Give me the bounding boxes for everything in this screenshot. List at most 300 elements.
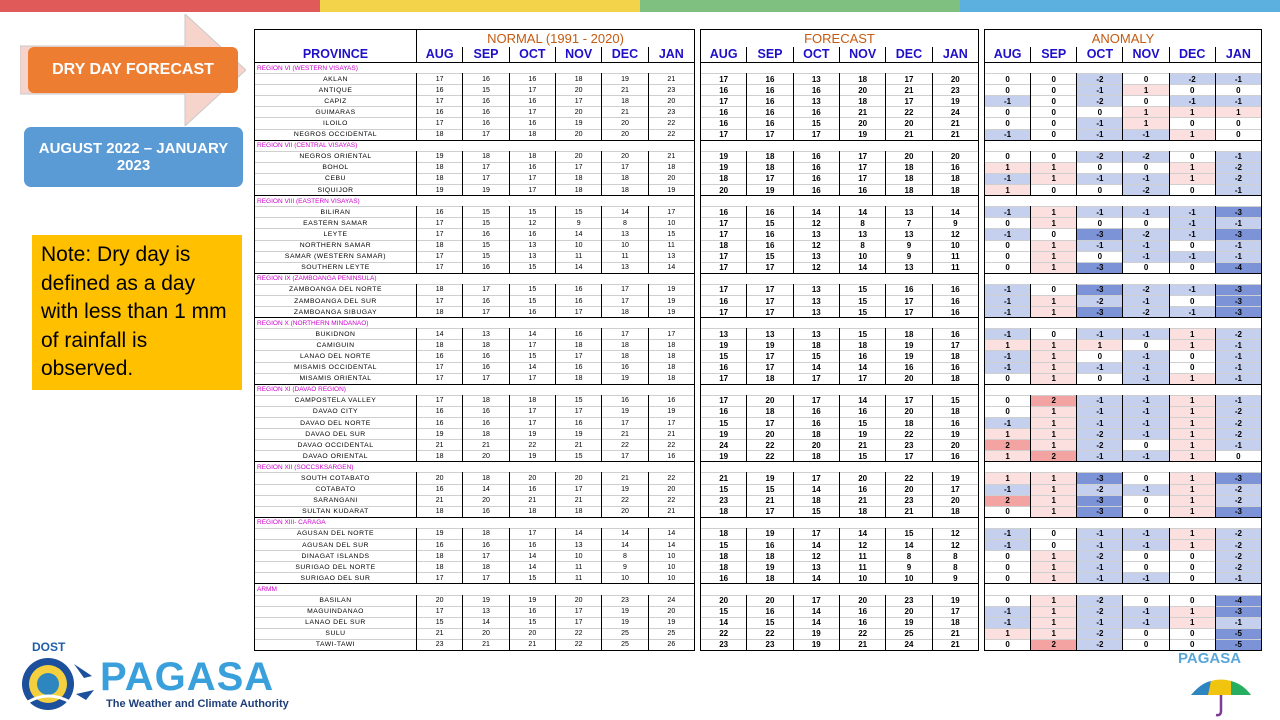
- region-spacer: [701, 273, 979, 284]
- table-row: [701, 373, 979, 384]
- value-cell: 0: [1077, 351, 1123, 362]
- value-cell: 16: [509, 74, 555, 85]
- value-cell: 25: [602, 628, 648, 639]
- region-row: [701, 318, 979, 329]
- value-cell: -2: [1077, 551, 1123, 562]
- province-cell: CAMIGUIN: [255, 340, 417, 351]
- value-cell: 17: [463, 284, 509, 295]
- value-cell: 17: [417, 362, 463, 373]
- value-cell: -1: [1123, 240, 1169, 251]
- value-cell: -1: [1215, 440, 1261, 451]
- month-header: SEP: [1031, 47, 1077, 63]
- table-row: [985, 151, 1262, 162]
- value-cell: 16: [463, 262, 509, 273]
- value-cell: 0: [1077, 251, 1123, 262]
- value-cell: 21: [463, 639, 509, 650]
- province-header: PROVINCE: [255, 47, 417, 63]
- region-spacer: [985, 318, 1262, 329]
- value-cell: 22: [701, 628, 747, 639]
- value-cell: 21: [602, 473, 648, 484]
- region-label: REGION X (NORTHERN MINDANAO): [255, 318, 695, 329]
- table-row: [701, 96, 979, 107]
- table-row: [985, 484, 1262, 495]
- value-cell: 1: [1031, 628, 1077, 639]
- value-cell: -1: [985, 284, 1031, 295]
- value-cell: 26: [648, 639, 694, 650]
- value-cell: 18: [793, 429, 839, 440]
- value-cell: 9: [932, 573, 978, 584]
- value-cell: 20: [602, 151, 648, 162]
- value-cell: 16: [747, 229, 793, 240]
- value-cell: 21: [839, 440, 885, 451]
- table-row: [255, 118, 695, 129]
- region-row: [985, 196, 1262, 207]
- value-cell: 1: [1169, 340, 1215, 351]
- anomaly-table: [984, 29, 1262, 651]
- value-cell: 22: [648, 495, 694, 506]
- table-row: [255, 551, 695, 562]
- value-cell: 14: [555, 528, 601, 539]
- value-cell: 21: [602, 85, 648, 96]
- value-cell: 1: [1123, 118, 1169, 129]
- table-row: [701, 495, 979, 506]
- value-cell: 0: [1031, 85, 1077, 96]
- region-label: REGION IX (ZAMBOANGA PENINSULA): [255, 273, 695, 284]
- value-cell: -2: [1077, 440, 1123, 451]
- value-cell: 16: [886, 362, 932, 373]
- table-row: [255, 218, 695, 229]
- province-cell: SURIGAO DEL NORTE: [255, 562, 417, 573]
- value-cell: 22: [648, 440, 694, 451]
- value-cell: 18: [932, 406, 978, 417]
- table-row: [701, 151, 979, 162]
- table-row: [985, 606, 1262, 617]
- value-cell: 20: [648, 606, 694, 617]
- value-cell: 14: [509, 562, 555, 573]
- value-cell: 18: [839, 96, 885, 107]
- province-cell: NEGROS ORIENTAL: [255, 151, 417, 162]
- value-cell: -2: [1077, 96, 1123, 107]
- value-cell: 17: [417, 118, 463, 129]
- table-row: [985, 628, 1262, 639]
- value-cell: 19: [648, 406, 694, 417]
- value-cell: 0: [985, 573, 1031, 584]
- value-cell: 17: [509, 85, 555, 96]
- value-cell: -1: [1169, 96, 1215, 107]
- value-cell: 1: [1031, 162, 1077, 173]
- section-header: ANOMALY: [985, 30, 1262, 47]
- value-cell: 13: [793, 284, 839, 295]
- value-cell: 13: [793, 74, 839, 85]
- value-cell: 1: [1169, 540, 1215, 551]
- table-row: [255, 473, 695, 484]
- value-cell: -1: [1123, 429, 1169, 440]
- value-cell: 0: [1031, 151, 1077, 162]
- value-cell: 19: [602, 373, 648, 384]
- value-cell: 18: [417, 307, 463, 318]
- month-header: JAN: [1215, 47, 1261, 63]
- value-cell: 16: [839, 484, 885, 495]
- value-cell: 22: [886, 473, 932, 484]
- value-cell: 12: [839, 540, 885, 551]
- region-row: [985, 318, 1262, 329]
- value-cell: 20: [555, 151, 601, 162]
- value-cell: 10: [648, 573, 694, 584]
- value-cell: 1: [1031, 484, 1077, 495]
- table-row: [701, 118, 979, 129]
- value-cell: 17: [417, 218, 463, 229]
- value-cell: 19: [747, 528, 793, 539]
- value-cell: -1: [1215, 362, 1261, 373]
- value-cell: -1: [1215, 373, 1261, 384]
- value-cell: 18: [648, 340, 694, 351]
- value-cell: 18: [793, 451, 839, 462]
- value-cell: 0: [1215, 451, 1261, 462]
- value-cell: 16: [839, 406, 885, 417]
- region-row: [701, 140, 979, 151]
- table-row: [255, 451, 695, 462]
- value-cell: 2: [1031, 451, 1077, 462]
- region-spacer: [701, 318, 979, 329]
- table-row: [701, 395, 979, 406]
- value-cell: -1: [1077, 562, 1123, 573]
- value-cell: -3: [1077, 506, 1123, 517]
- value-cell: 18: [602, 307, 648, 318]
- value-cell: 14: [602, 207, 648, 218]
- value-cell: 21: [509, 639, 555, 650]
- table-row: [701, 628, 979, 639]
- value-cell: 17: [793, 373, 839, 384]
- value-cell: 20: [793, 440, 839, 451]
- value-cell: 0: [1123, 562, 1169, 573]
- month-header: NOV: [839, 47, 885, 63]
- value-cell: 19: [648, 295, 694, 306]
- value-cell: 15: [793, 118, 839, 129]
- value-cell: 16: [648, 395, 694, 406]
- table-row: [255, 107, 695, 118]
- value-cell: 20: [886, 606, 932, 617]
- value-cell: 14: [509, 551, 555, 562]
- value-cell: 19: [701, 162, 747, 173]
- table-row: [985, 551, 1262, 562]
- value-cell: 14: [648, 528, 694, 539]
- value-cell: 17: [509, 418, 555, 429]
- value-cell: 0: [1169, 262, 1215, 273]
- value-cell: 16: [701, 362, 747, 373]
- table-row: [985, 362, 1262, 373]
- value-cell: 21: [747, 495, 793, 506]
- value-cell: -1: [1169, 284, 1215, 295]
- value-cell: -1: [1077, 207, 1123, 218]
- value-cell: 16: [509, 540, 555, 551]
- value-cell: -1: [1077, 418, 1123, 429]
- header-row: [985, 30, 1262, 47]
- value-cell: 22: [747, 440, 793, 451]
- value-cell: 17: [555, 307, 601, 318]
- value-cell: 16: [417, 351, 463, 362]
- value-cell: -2: [1077, 595, 1123, 606]
- value-cell: -2: [1215, 329, 1261, 340]
- value-cell: 16: [793, 418, 839, 429]
- value-cell: 17: [932, 340, 978, 351]
- region-spacer: [985, 273, 1262, 284]
- province-cell: CEBU: [255, 173, 417, 184]
- region-spacer: [985, 517, 1262, 528]
- table-row: [985, 639, 1262, 650]
- value-cell: 0: [1169, 639, 1215, 650]
- value-cell: 10: [602, 573, 648, 584]
- value-cell: -1: [1123, 295, 1169, 306]
- value-cell: 18: [701, 173, 747, 184]
- value-cell: -1: [1123, 329, 1169, 340]
- table-row: [701, 185, 979, 196]
- value-cell: 17: [747, 307, 793, 318]
- value-cell: 0: [1169, 362, 1215, 373]
- value-cell: 22: [839, 628, 885, 639]
- value-cell: 20: [886, 406, 932, 417]
- value-cell: 13: [463, 329, 509, 340]
- value-cell: 18: [417, 551, 463, 562]
- value-cell: 13: [793, 307, 839, 318]
- province-cell: SURIGAO DEL SUR: [255, 573, 417, 584]
- value-cell: 14: [793, 362, 839, 373]
- value-cell: 14: [839, 362, 885, 373]
- value-cell: 16: [509, 606, 555, 617]
- value-cell: 17: [509, 173, 555, 184]
- value-cell: 15: [839, 284, 885, 295]
- value-cell: 1: [1031, 251, 1077, 262]
- value-cell: 17: [839, 173, 885, 184]
- month-header: AUG: [701, 47, 747, 63]
- value-cell: 20: [648, 96, 694, 107]
- value-cell: 18: [463, 562, 509, 573]
- value-cell: 18: [417, 340, 463, 351]
- region-row: [985, 140, 1262, 151]
- value-cell: 1: [1169, 418, 1215, 429]
- province-cell: MAGUINDANAO: [255, 606, 417, 617]
- value-cell: -1: [1215, 351, 1261, 362]
- value-cell: 0: [1031, 284, 1077, 295]
- value-cell: 18: [932, 351, 978, 362]
- value-cell: 18: [602, 351, 648, 362]
- value-cell: 0: [1169, 118, 1215, 129]
- value-cell: 19: [509, 595, 555, 606]
- value-cell: 20: [886, 373, 932, 384]
- value-cell: 17: [701, 251, 747, 262]
- value-cell: 17: [509, 107, 555, 118]
- value-cell: 18: [701, 562, 747, 573]
- value-cell: 17: [463, 307, 509, 318]
- table-row: [985, 440, 1262, 451]
- value-cell: 20: [701, 185, 747, 196]
- value-cell: 0: [1077, 107, 1123, 118]
- value-cell: 20: [747, 395, 793, 406]
- value-cell: 17: [417, 373, 463, 384]
- value-cell: 11: [555, 562, 601, 573]
- value-cell: 21: [555, 495, 601, 506]
- table-row: [255, 229, 695, 240]
- value-cell: -2: [1215, 162, 1261, 173]
- region-row: [255, 462, 695, 473]
- value-cell: 1: [1169, 506, 1215, 517]
- value-cell: -3: [1215, 295, 1261, 306]
- value-cell: 0: [1077, 185, 1123, 196]
- value-cell: 18: [701, 551, 747, 562]
- value-cell: -1: [1077, 129, 1123, 140]
- value-cell: 1: [1169, 373, 1215, 384]
- table-row: [255, 185, 695, 196]
- dost-label: DOST: [32, 640, 66, 654]
- value-cell: 1: [1031, 218, 1077, 229]
- region-spacer: [701, 584, 979, 595]
- value-cell: 19: [932, 429, 978, 440]
- value-cell: 18: [701, 528, 747, 539]
- value-cell: 0: [1031, 229, 1077, 240]
- value-cell: 13: [701, 329, 747, 340]
- value-cell: 20: [417, 595, 463, 606]
- table-row: [255, 617, 695, 628]
- value-cell: 18: [509, 506, 555, 517]
- value-cell: 14: [463, 617, 509, 628]
- value-cell: 0: [985, 251, 1031, 262]
- region-row: [701, 63, 979, 74]
- value-cell: 14: [793, 573, 839, 584]
- table-row: [255, 74, 695, 85]
- value-cell: 16: [463, 295, 509, 306]
- header-row: [701, 30, 979, 47]
- value-cell: 19: [602, 406, 648, 417]
- value-cell: 0: [985, 406, 1031, 417]
- table-row: [985, 451, 1262, 462]
- value-cell: 11: [932, 251, 978, 262]
- value-cell: 1: [1031, 307, 1077, 318]
- value-cell: 22: [602, 440, 648, 451]
- value-cell: 17: [417, 96, 463, 107]
- value-cell: -1: [1123, 484, 1169, 495]
- umbrella-icon: [1188, 675, 1254, 717]
- month-header: AUG: [417, 47, 463, 63]
- value-cell: 0: [1123, 495, 1169, 506]
- value-cell: -3: [1077, 262, 1123, 273]
- region-row: [985, 273, 1262, 284]
- value-cell: 10: [932, 240, 978, 251]
- value-cell: 18: [747, 406, 793, 417]
- value-cell: 22: [648, 118, 694, 129]
- value-cell: -1: [1077, 173, 1123, 184]
- region-row: [255, 318, 695, 329]
- region-spacer: [701, 462, 979, 473]
- value-cell: 17: [793, 129, 839, 140]
- value-cell: 16: [793, 173, 839, 184]
- value-cell: 17: [747, 129, 793, 140]
- value-cell: -1: [1123, 362, 1169, 373]
- value-cell: -1: [1077, 85, 1123, 96]
- table-row: [985, 307, 1262, 318]
- value-cell: 21: [886, 85, 932, 96]
- value-cell: 1: [1169, 528, 1215, 539]
- value-cell: 16: [463, 96, 509, 107]
- value-cell: 19: [932, 595, 978, 606]
- value-cell: 19: [602, 617, 648, 628]
- value-cell: -1: [1123, 129, 1169, 140]
- value-cell: 23: [648, 107, 694, 118]
- value-cell: 17: [555, 351, 601, 362]
- value-cell: 17: [886, 74, 932, 85]
- value-cell: 18: [417, 162, 463, 173]
- value-cell: 1: [1123, 85, 1169, 96]
- value-cell: 18: [932, 173, 978, 184]
- table-row: [985, 340, 1262, 351]
- value-cell: 21: [648, 74, 694, 85]
- value-cell: 18: [417, 284, 463, 295]
- value-cell: 19: [701, 340, 747, 351]
- value-cell: 18: [509, 129, 555, 140]
- value-cell: 15: [509, 295, 555, 306]
- value-cell: 1: [1169, 617, 1215, 628]
- value-cell: 17: [463, 129, 509, 140]
- value-cell: 19: [602, 74, 648, 85]
- table-row: [985, 617, 1262, 628]
- value-cell: 12: [932, 229, 978, 240]
- value-cell: 16: [648, 451, 694, 462]
- header-row: [255, 30, 695, 47]
- value-cell: -3: [1215, 307, 1261, 318]
- province-cell: DAVAO ORIENTAL: [255, 451, 417, 462]
- value-cell: 15: [701, 606, 747, 617]
- value-cell: -1: [1077, 617, 1123, 628]
- value-cell: 11: [839, 562, 885, 573]
- table-row: [255, 251, 695, 262]
- value-cell: 18: [555, 74, 601, 85]
- value-cell: 18: [602, 340, 648, 351]
- value-cell: 22: [602, 495, 648, 506]
- value-cell: -2: [1077, 484, 1123, 495]
- value-cell: -1: [985, 307, 1031, 318]
- month-header: DEC: [602, 47, 648, 63]
- value-cell: 15: [747, 617, 793, 628]
- value-cell: 11: [602, 251, 648, 262]
- value-cell: 22: [555, 628, 601, 639]
- value-cell: -2: [1215, 495, 1261, 506]
- province-cell: ILOILO: [255, 118, 417, 129]
- table-row: [985, 351, 1262, 362]
- table-row: [255, 96, 695, 107]
- value-cell: 17: [509, 340, 555, 351]
- value-cell: 16: [463, 74, 509, 85]
- value-cell: 16: [932, 451, 978, 462]
- value-cell: 15: [555, 451, 601, 462]
- value-cell: 1: [1031, 340, 1077, 351]
- value-cell: 20: [555, 595, 601, 606]
- value-cell: 19: [555, 429, 601, 440]
- value-cell: 16: [701, 406, 747, 417]
- table-row: [701, 307, 979, 318]
- value-cell: -1: [1169, 218, 1215, 229]
- table-row: [985, 251, 1262, 262]
- value-cell: 22: [886, 429, 932, 440]
- value-cell: 17: [701, 74, 747, 85]
- value-cell: 10: [839, 251, 885, 262]
- value-cell: 10: [555, 551, 601, 562]
- value-cell: 23: [701, 639, 747, 650]
- value-cell: 18: [463, 395, 509, 406]
- value-cell: 20: [648, 484, 694, 495]
- value-cell: 0: [1169, 573, 1215, 584]
- value-cell: 18: [602, 173, 648, 184]
- table-row: [985, 573, 1262, 584]
- value-cell: 17: [932, 606, 978, 617]
- value-cell: 18: [417, 451, 463, 462]
